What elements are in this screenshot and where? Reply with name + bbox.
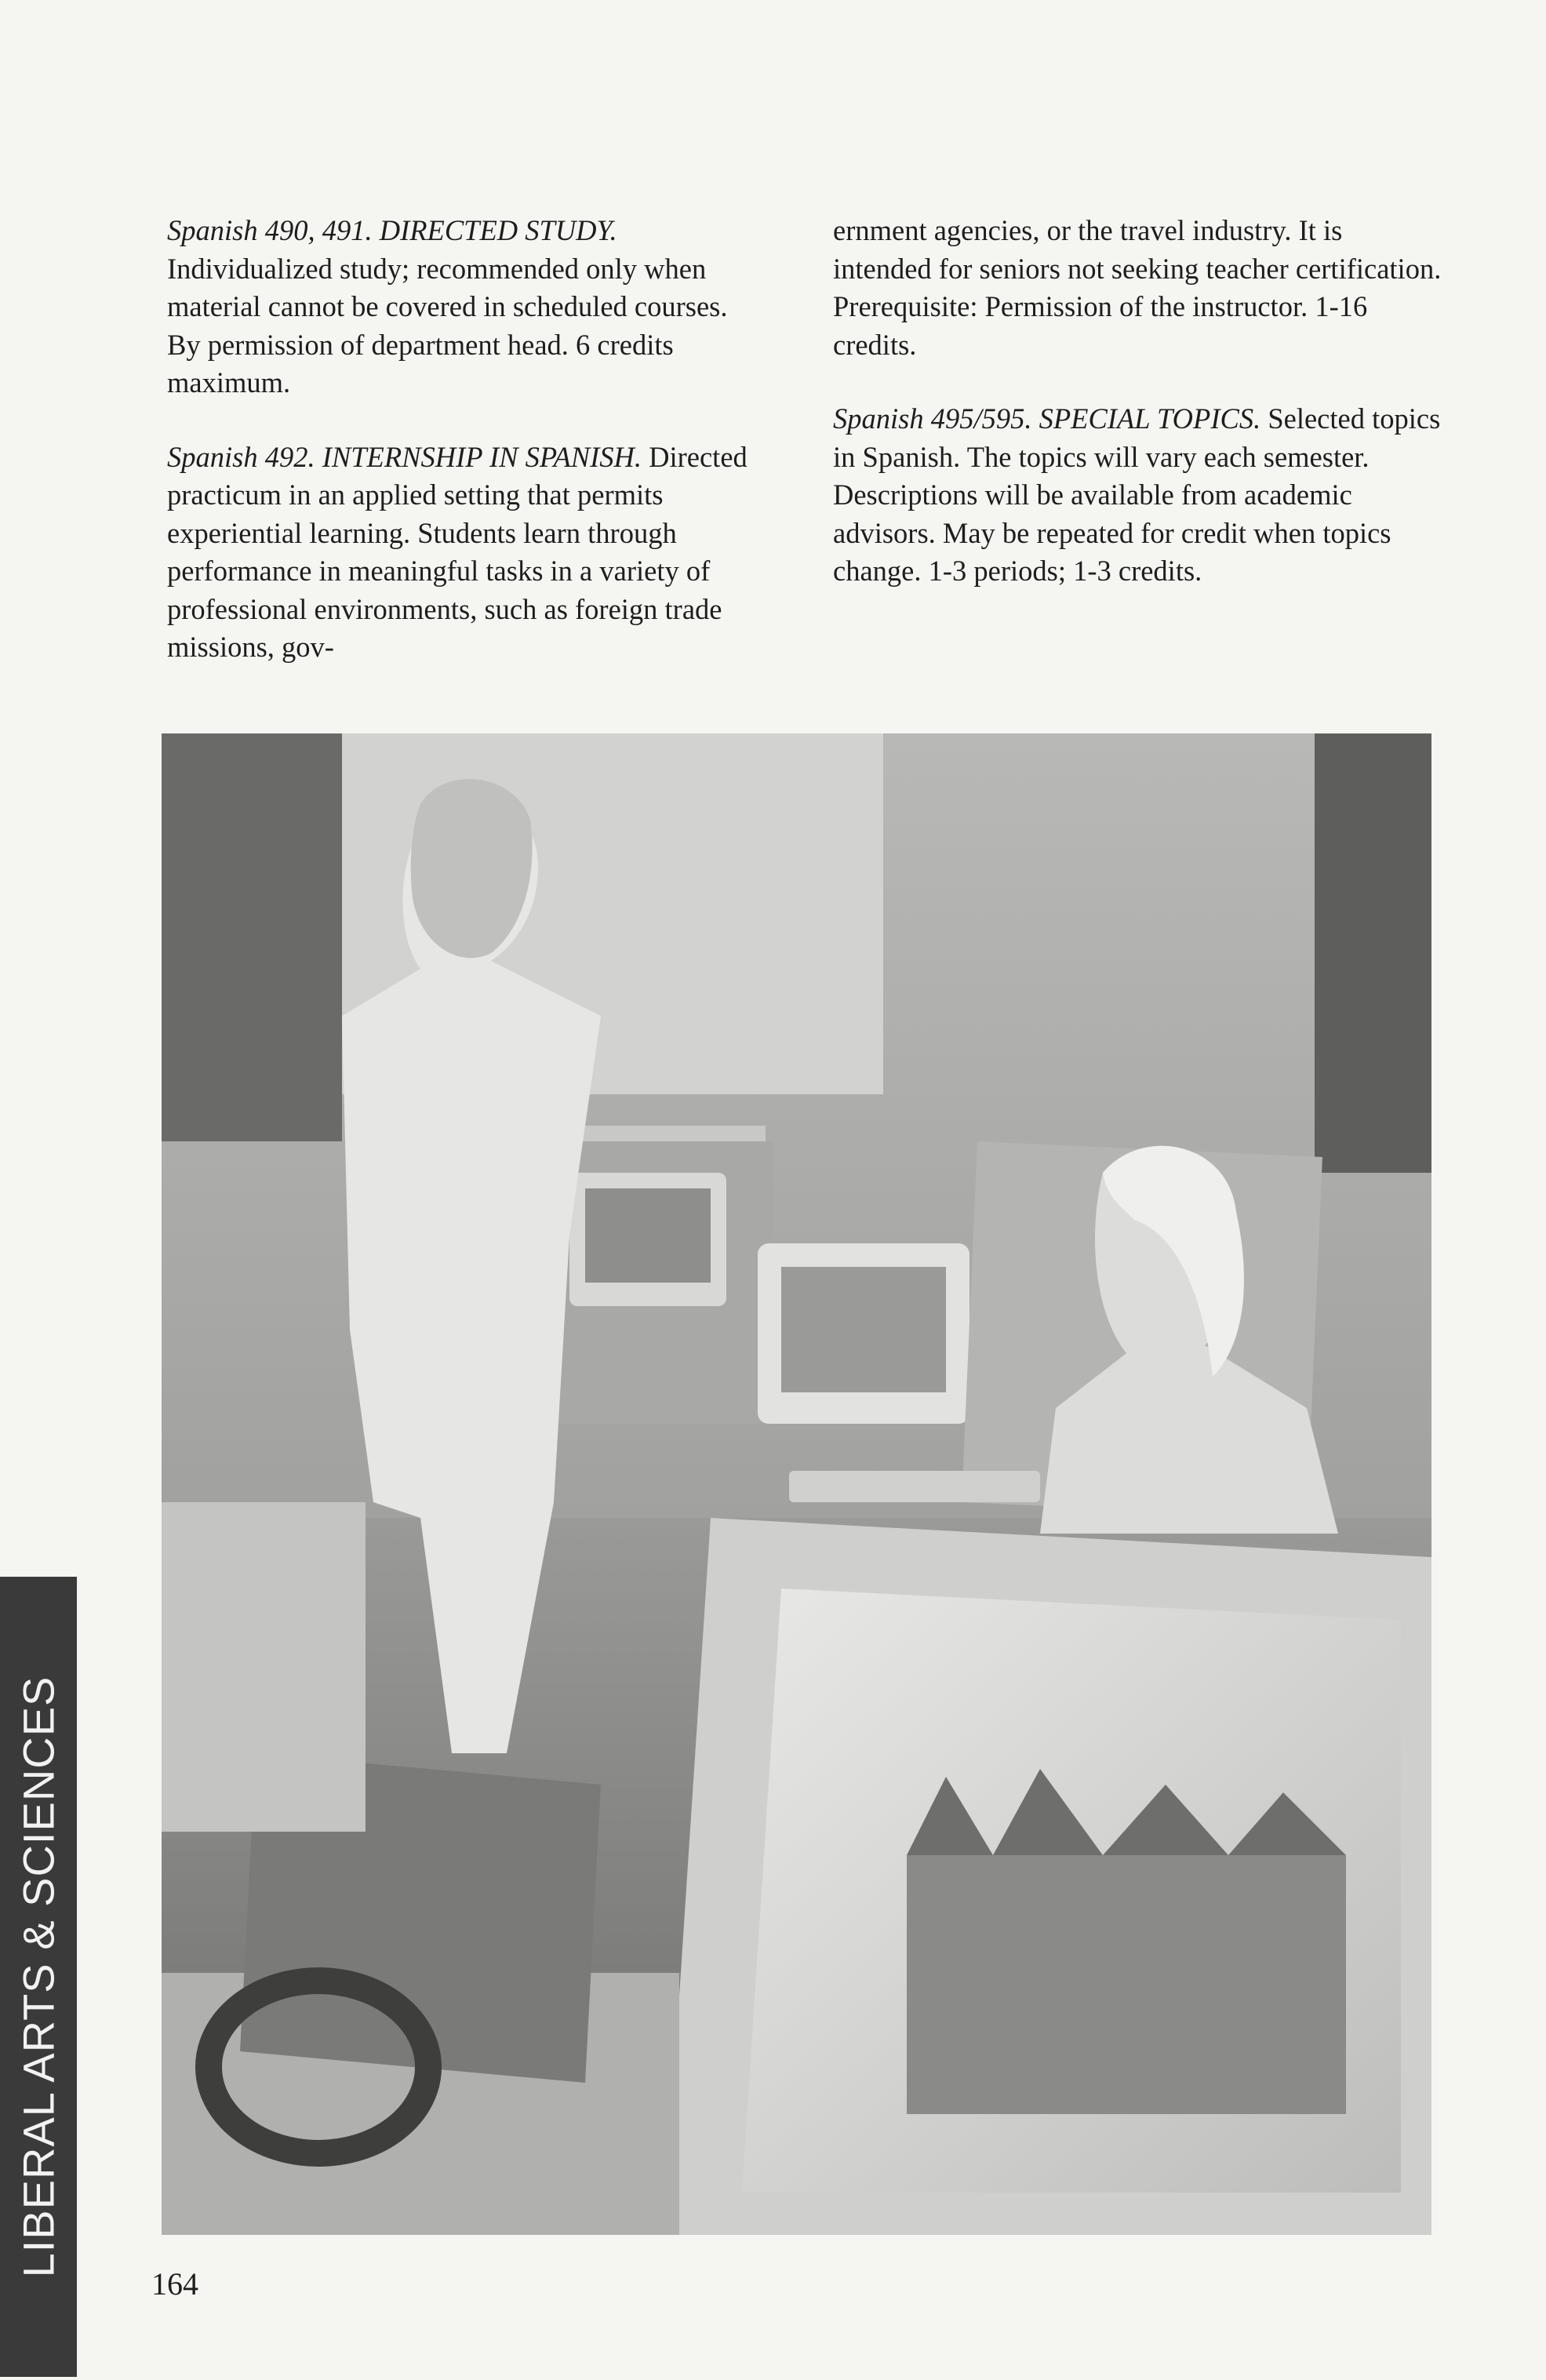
course-number: Spanish 495/595. [833, 402, 1032, 435]
keyboard [789, 1471, 1040, 1502]
course-description: Selected topics in Spanish. The topics will vary each semester. Descriptions will be available from academic advisors. May be repeated for credit when topics change. 1-3 periods; 1-3 credits. [833, 402, 1441, 587]
course-entry-495-595 [833, 400, 1445, 591]
left-column [167, 212, 763, 703]
right-column [833, 212, 1445, 627]
monitor-center-screen [781, 1267, 946, 1392]
monitor-back-screen [585, 1188, 711, 1283]
course-number: Spanish 490, 491. [167, 214, 373, 246]
course-title: DIRECTED STUDY. [379, 214, 617, 246]
course-entry-492 [167, 439, 763, 667]
chateau-image [907, 1855, 1346, 2114]
page-number: 164 [151, 2266, 198, 2302]
dark-wall-left [162, 733, 342, 1141]
course-entry-490-491 [167, 212, 763, 402]
course-title: INTERNSHIP IN SPANISH. [322, 440, 642, 473]
course-description-continuation: ernment agencies, or the travel industry. It is intended for seniors not seeking teacher certification. Prerequisite: Permission of the instructor. 1-16 credits. [833, 214, 1442, 361]
section-tab-label: LIBERAL ARTS & SCIENCES [13, 1676, 64, 2278]
course-description: Directed practicum in an applied setting that permits experiential learning. Students learn through performance in meaningful tasks in a variety of professional environments, such as foreign trade missions, gov- [167, 440, 748, 663]
course-title: SPECIAL TOPICS. [1039, 402, 1261, 435]
language-lab-photo [162, 733, 1431, 2235]
cabinet-left [162, 1502, 366, 1832]
section-tab [0, 1577, 77, 2377]
dark-wall-right [1315, 733, 1431, 1173]
course-number: Spanish 492. [167, 440, 315, 473]
course-description: Individualized study; recommended only when material cannot be covered in scheduled courses. By permission of department head. 6 credits maximum. [167, 252, 728, 398]
